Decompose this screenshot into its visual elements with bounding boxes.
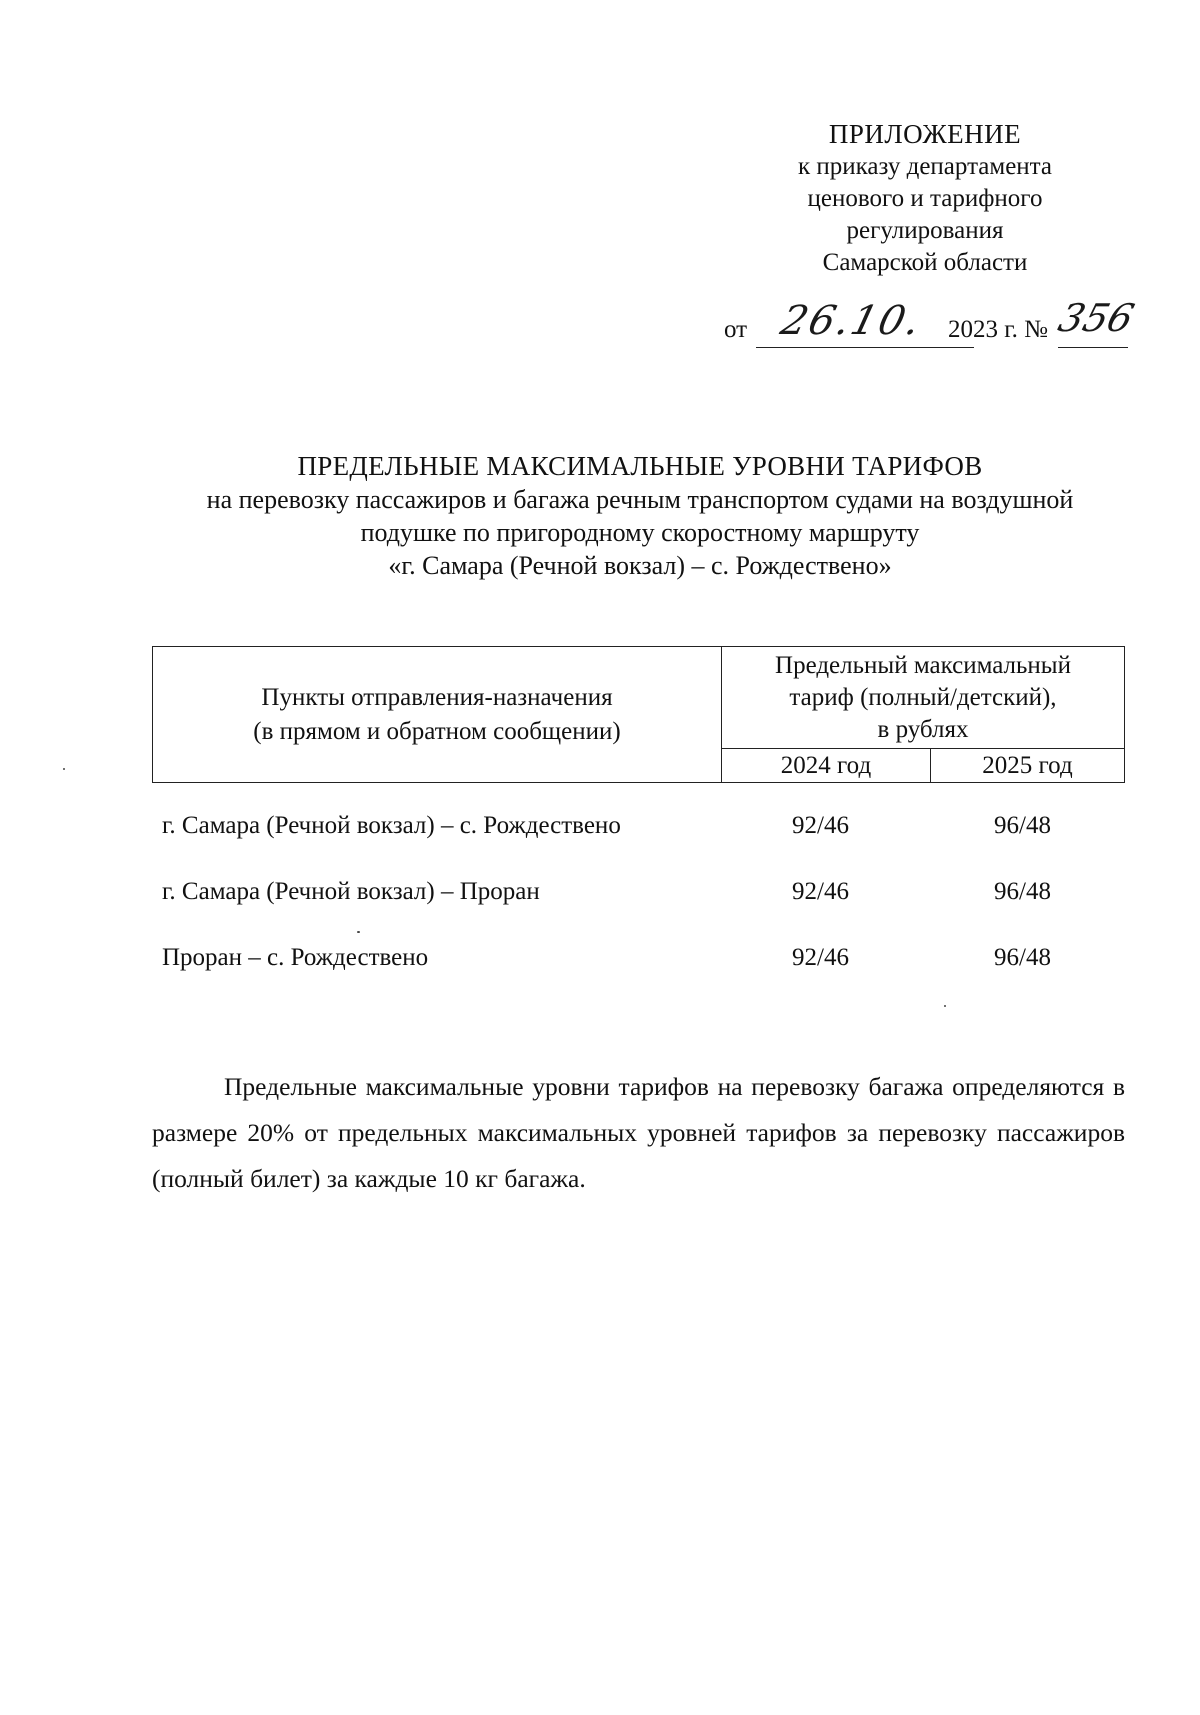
header-points-line: (в прямом и обратном сообщении) [253, 717, 621, 745]
header-tariff [722, 647, 1125, 749]
handwritten-number: 356 [1053, 296, 1139, 340]
title-line: «г. Самара (Речной вокзал) – с. Рождествено» [388, 551, 892, 580]
header-year-2024: 2024 год [722, 749, 931, 783]
tariff-2024-cell: 92/46 [792, 944, 849, 971]
appendix-line: Самарской области [822, 249, 1028, 276]
tariff-rows [160, 812, 1120, 1010]
appendix-header [740, 118, 1110, 279]
header-tariff-line: Предельный максимальный [775, 652, 1071, 679]
title-line: подушке по пригородному скоростному маршруту [360, 518, 920, 547]
tariff-2024-cell: 92/46 [792, 878, 849, 905]
order-year: 2023 г. № [948, 316, 1049, 343]
tariff-2024-cell: 92/46 [792, 812, 849, 839]
appendix-title: ПРИЛОЖЕНИЕ [828, 119, 1022, 149]
header-year-2025: 2025 год [931, 749, 1125, 783]
header-points-line: Пункты отправления-назначения [261, 683, 613, 711]
tariff-2025-cell: 96/48 [994, 944, 1051, 971]
header-tariff-line: тариф (полный/детский), [789, 684, 1057, 711]
title-main: ПРЕДЕЛЬНЫЕ МАКСИМАЛЬНЫЕ УРОВНИ ТАРИФОВ [297, 451, 983, 481]
table-row [160, 944, 1120, 1010]
title-line: на перевозку пассажиров и багажа речным транспортом судами на воздушной [206, 485, 1074, 514]
appendix-line: к приказу департамента [797, 153, 1053, 180]
table-row [160, 878, 1120, 944]
order-number-field [1053, 296, 1139, 348]
tariff-2025-cell: 96/48 [994, 812, 1051, 839]
header-points [153, 647, 722, 783]
header-tariff-line: в рублях [877, 716, 969, 743]
handwritten-date: 26.10. [776, 298, 927, 344]
tariff-2025-cell: 96/48 [994, 878, 1051, 905]
scan-speck [944, 1005, 946, 1007]
baggage-note: Предельные максимальные уровни тарифов на перевозку багажа определяются в размере 20% от предельных максимальных уровней тарифов за перевозку пассажиров (полный билет) за каждые 10 кг багажа. [152, 1072, 1125, 1193]
order-prefix: от [724, 316, 748, 343]
appendix-line: ценового и тарифного [807, 185, 1043, 212]
route-cell: г. Самара (Речной вокзал) – Проран [162, 878, 540, 905]
route-cell: Проран – с. Рождествено [162, 944, 429, 971]
tariff-table-header [152, 646, 1125, 783]
scan-speck [63, 768, 65, 770]
order-date-field [756, 296, 974, 348]
document-title [120, 450, 1160, 582]
scan-speck [357, 931, 360, 933]
appendix-line: регулирования [846, 217, 1004, 244]
order-reference [720, 296, 1160, 356]
table-row [160, 812, 1120, 878]
route-cell: г. Самара (Речной вокзал) – с. Рождествено [162, 812, 621, 839]
